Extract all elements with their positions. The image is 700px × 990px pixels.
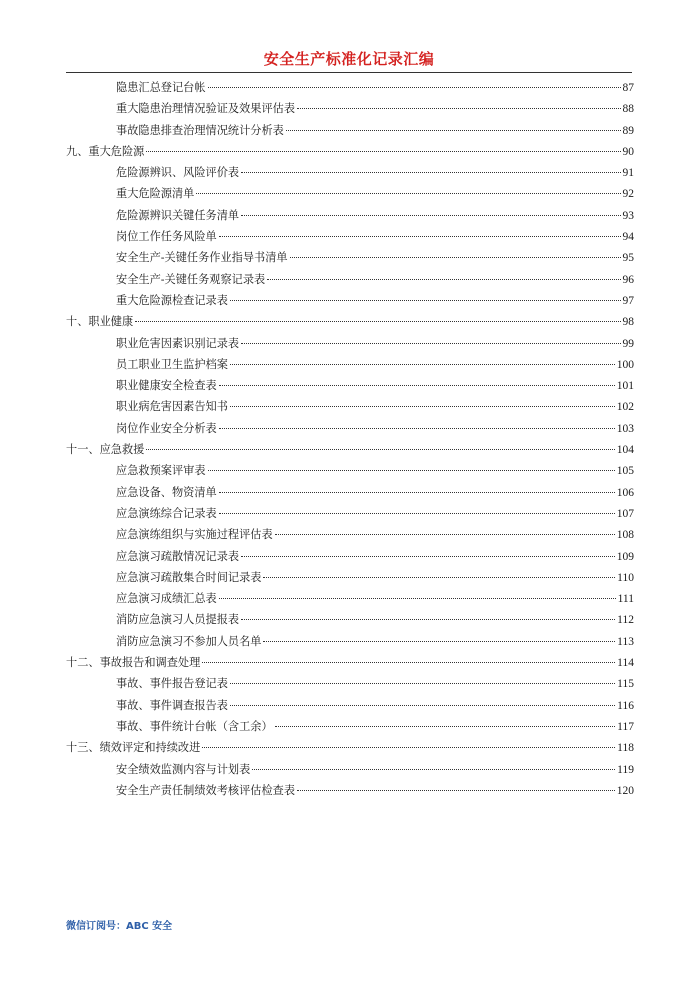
- toc-entry-title: 应急演练综合记录表: [116, 506, 217, 520]
- toc-entry-title: 事故隐患排查治理情况统计分析表: [116, 123, 284, 137]
- toc-entry[interactable]: [66, 588, 634, 609]
- toc-entry[interactable]: [66, 482, 634, 503]
- toc-dot-leader: [286, 130, 621, 131]
- toc-dot-leader: [230, 364, 615, 365]
- toc-dot-leader: [202, 662, 615, 663]
- toc-dot-leader: [263, 641, 615, 642]
- toc-entry[interactable]: [66, 524, 634, 545]
- toc-dot-leader: [208, 470, 615, 471]
- toc-section-entry[interactable]: [66, 311, 634, 332]
- toc-page-number: 120: [616, 784, 634, 797]
- toc-entry-title: 重大危险源检查记录表: [116, 293, 228, 307]
- toc-page-number: 95: [622, 252, 634, 265]
- toc-dot-leader: [219, 236, 621, 237]
- toc-entry[interactable]: [66, 98, 634, 119]
- toc-dot-leader: [297, 790, 615, 791]
- toc-page-number: 112: [617, 614, 634, 627]
- toc-dot-leader: [202, 747, 615, 748]
- toc-entry-title: 事故、事件统计台帐（含工余）: [116, 719, 273, 733]
- toc-dot-leader: [230, 406, 615, 407]
- footer-subscription-text: 微信订阅号：ABC 安全: [66, 921, 173, 932]
- toc-dot-leader: [241, 343, 620, 344]
- toc-page-number: 94: [622, 231, 634, 244]
- toc-page-number: 106: [616, 486, 634, 499]
- toc-dot-leader: [290, 257, 621, 258]
- toc-entry-title: 十、职业健康: [66, 315, 134, 329]
- toc-entry[interactable]: [66, 354, 634, 375]
- toc-entry-title: 应急演习成绩汇总表: [116, 592, 217, 606]
- toc-entry-title: 职业健康安全检查表: [116, 379, 217, 393]
- toc-dot-leader: [219, 428, 615, 429]
- toc-page-number: 96: [622, 273, 634, 286]
- toc-page-number: 114: [617, 657, 634, 670]
- toc-page-number: 98: [622, 316, 634, 329]
- toc-dot-leader: [230, 705, 615, 706]
- toc-entry-title: 岗位作业安全分析表: [116, 421, 217, 435]
- toc-page-number: 89: [622, 124, 634, 137]
- toc-entry[interactable]: [66, 290, 634, 311]
- toc-page-number: 88: [622, 103, 634, 116]
- toc-entry[interactable]: [66, 205, 634, 226]
- toc-dot-leader: [230, 300, 621, 301]
- toc-entry-title: 安全生产-关键任务观察记录表: [116, 272, 266, 286]
- toc-page-number: 101: [616, 380, 634, 393]
- toc-dot-leader: [146, 449, 614, 450]
- toc-entry-title: 九、重大危险源: [66, 144, 145, 158]
- toc-entry-title: 重大危险源清单: [116, 187, 195, 201]
- toc-entry[interactable]: [66, 77, 634, 98]
- toc-entry[interactable]: [66, 546, 634, 567]
- toc-page-number: 105: [616, 465, 634, 478]
- toc-entry[interactable]: [66, 460, 634, 481]
- toc-entry[interactable]: [66, 120, 634, 141]
- toc-dot-leader: [241, 215, 620, 216]
- header-divider: [66, 72, 632, 73]
- toc-entry[interactable]: [66, 226, 634, 247]
- toc-page-number: 90: [622, 145, 634, 158]
- toc-dot-leader: [219, 385, 615, 386]
- toc-entry-title: 十二、事故报告和调查处理: [66, 656, 201, 670]
- toc-entry[interactable]: [66, 333, 634, 354]
- toc-dot-leader: [275, 534, 615, 535]
- toc-entry[interactable]: [66, 673, 634, 694]
- toc-entry-title: 员工职业卫生监护档案: [116, 357, 228, 371]
- toc-dot-leader: [135, 321, 620, 322]
- toc-entry-title: 消防应急演习人员提报表: [116, 613, 240, 627]
- toc-dot-leader: [241, 556, 615, 557]
- toc-dot-leader: [230, 683, 615, 684]
- toc-page-number: 113: [617, 635, 634, 648]
- toc-page-number: 87: [622, 82, 634, 94]
- toc-page-number: 99: [622, 337, 634, 350]
- toc-entry[interactable]: [66, 567, 634, 588]
- toc-page-number: 115: [617, 678, 634, 691]
- toc-page-number: 116: [617, 699, 634, 712]
- toc-entry-title: 事故、事件报告登记表: [116, 677, 228, 691]
- toc-entry[interactable]: [66, 396, 634, 417]
- toc-entry-title: 危险源辨识、风险评价表: [116, 166, 240, 180]
- toc-entry-title: 岗位工作任务风险单: [116, 230, 217, 244]
- toc-entry[interactable]: [66, 269, 634, 290]
- toc-page-number: 107: [616, 507, 634, 520]
- toc-entry[interactable]: [66, 418, 634, 439]
- toc-entry[interactable]: [66, 609, 634, 630]
- toc-entry-title: 职业危害因素识别记录表: [116, 336, 240, 350]
- toc-entry-title: 危险源辨识关键任务清单: [116, 208, 240, 222]
- toc-page-number: 117: [617, 720, 634, 733]
- toc-entry-title: 职业病危害因素告知书: [116, 400, 228, 414]
- toc-dot-leader: [219, 598, 616, 599]
- toc-dot-leader: [241, 172, 620, 173]
- toc-section-entry[interactable]: [66, 737, 634, 758]
- toc-entry-title: 安全生产-关键任务作业指导书清单: [116, 251, 288, 265]
- toc-entry-title: 应急演习疏散集合时间记录表: [116, 570, 262, 584]
- toc-dot-leader: [146, 151, 620, 152]
- table-of-contents: [66, 77, 634, 801]
- toc-entry[interactable]: [66, 716, 634, 737]
- toc-dot-leader: [297, 108, 620, 109]
- toc-entry-title: 十一、应急救援: [66, 443, 145, 457]
- toc-entry[interactable]: [66, 375, 634, 396]
- toc-dot-leader: [219, 513, 615, 514]
- page-title: 安全生产标准化记录汇编: [263, 50, 435, 68]
- toc-dot-leader: [241, 619, 615, 620]
- toc-page-number: 119: [617, 763, 634, 776]
- toc-entry-title: 应急救预案评审表: [116, 464, 206, 478]
- toc-page-number: 118: [617, 742, 634, 755]
- toc-entry[interactable]: [66, 631, 634, 652]
- toc-page-number: 110: [617, 571, 634, 584]
- toc-entry-title: 事故、事件调查报告表: [116, 698, 228, 712]
- toc-entry[interactable]: [66, 247, 634, 268]
- toc-dot-leader: [275, 726, 616, 727]
- toc-entry-title: 安全绩效监测内容与计划表: [116, 762, 251, 776]
- toc-entry-title: 隐患汇总登记台帐: [116, 81, 206, 94]
- toc-dot-leader: [219, 492, 615, 493]
- toc-page-number: 92: [622, 188, 634, 201]
- toc-entry[interactable]: [66, 162, 634, 183]
- toc-page-number: 91: [622, 167, 634, 180]
- toc-page-number: 111: [617, 593, 634, 606]
- toc-section-entry[interactable]: [66, 439, 634, 460]
- toc-section-entry[interactable]: [66, 652, 634, 673]
- toc-entry-title: 安全生产责任制绩效考核评估检查表: [116, 783, 296, 797]
- toc-entry-title: 应急演练组织与实施过程评估表: [116, 528, 273, 542]
- toc-page-number: 108: [616, 529, 634, 542]
- toc-section-entry[interactable]: [66, 141, 634, 162]
- toc-page-number: 104: [616, 444, 634, 457]
- toc-entry-title: 消防应急演习不参加人员名单: [116, 634, 262, 648]
- toc-page-number: 93: [622, 209, 634, 222]
- toc-page-number: 100: [616, 358, 634, 371]
- toc-dot-leader: [252, 769, 615, 770]
- toc-entry-title: 应急设备、物资清单: [116, 485, 217, 499]
- toc-entry[interactable]: [66, 695, 634, 716]
- toc-entry-title: 重大隐患治理情况验证及效果评估表: [116, 102, 296, 116]
- toc-dot-leader: [263, 577, 615, 578]
- toc-page-number: 109: [616, 550, 634, 563]
- toc-page-number: 103: [616, 422, 634, 435]
- toc-entry[interactable]: [66, 503, 634, 524]
- toc-page-number: 102: [616, 401, 634, 414]
- toc-entry-title: 十三、绩效评定和持续改进: [66, 741, 201, 755]
- toc-dot-leader: [267, 279, 620, 280]
- toc-entry[interactable]: [66, 183, 634, 204]
- toc-dot-leader: [196, 193, 620, 194]
- toc-page-number: 97: [622, 294, 634, 307]
- toc-entry-title: 应急演习疏散情况记录表: [116, 549, 240, 563]
- toc-dot-leader: [208, 87, 621, 88]
- toc-entry[interactable]: [66, 780, 634, 801]
- toc-entry[interactable]: [66, 759, 634, 780]
